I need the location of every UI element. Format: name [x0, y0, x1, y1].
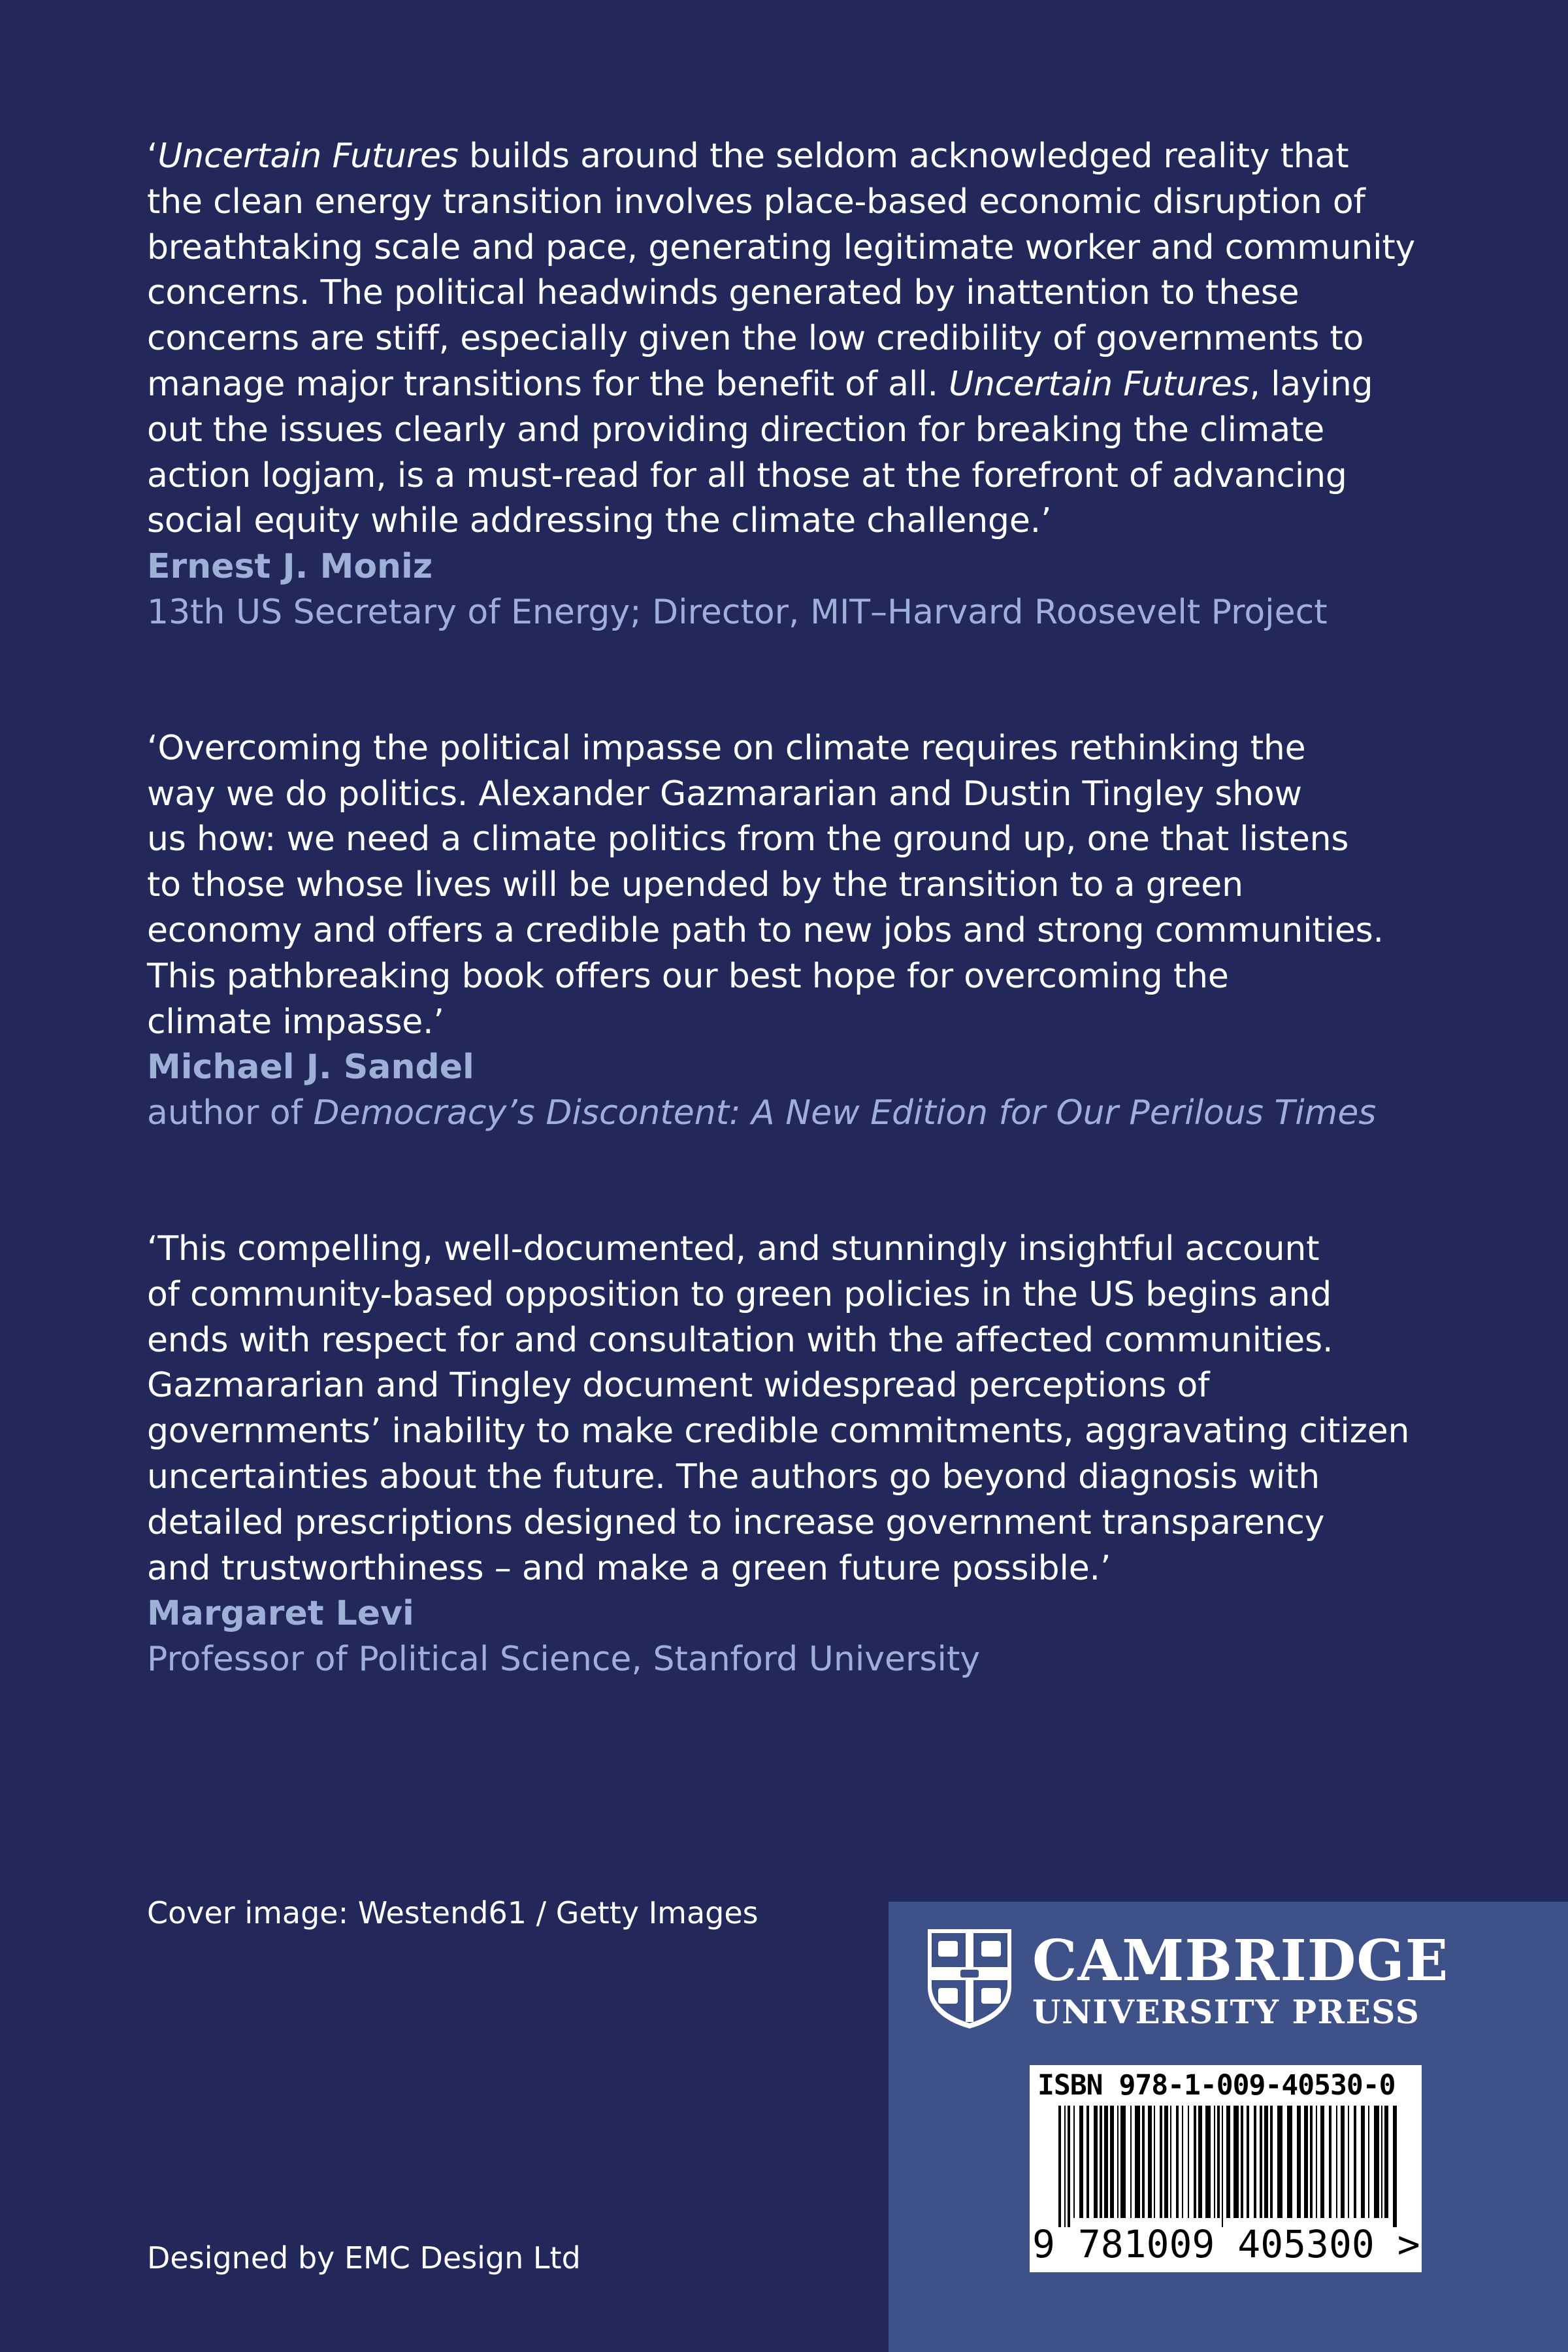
barcode-bar [1374, 2106, 1379, 2218]
barcode-bar [1222, 2106, 1223, 2227]
barcode-bar [1058, 2106, 1061, 2227]
barcode-bar [1110, 2106, 1114, 2218]
endorsement-moniz [147, 134, 1454, 636]
barcode-bar [1254, 2106, 1256, 2218]
endorsement-levi [147, 1227, 1454, 1683]
text-run: ‘This compelling, well-documented, and stunningly insightful account [147, 1229, 1320, 1268]
barcode-bar [1217, 2106, 1220, 2218]
endorser-title [147, 1091, 1454, 1136]
quote-line [147, 316, 1454, 362]
italic-text: Uncertain Futures [949, 364, 1250, 404]
barcode-bar [1079, 2106, 1083, 2218]
quote-line [147, 863, 1454, 908]
text-run: detailed prescriptions designed to increase government transparency [147, 1502, 1325, 1542]
text-run: author of [147, 1093, 314, 1133]
barcode-bar [1154, 2106, 1155, 2218]
publisher-name [1032, 1928, 1449, 2034]
text-run: to those whose lives will be upended by the transition to a green [147, 865, 1243, 905]
quote-line [147, 1227, 1454, 1272]
barcode-bar [1304, 2106, 1308, 2218]
text-run: and trustworthiness – and make a green future possible.’ [147, 1548, 1111, 1588]
barcode-bar [1260, 2106, 1262, 2218]
italic-text: Uncertain Futures [157, 137, 459, 176]
quote-line [147, 1409, 1454, 1455]
quote-line [147, 1272, 1454, 1318]
text-run: ends with respect for and consultation with the affected communities. [147, 1320, 1333, 1360]
endorsement-quote [147, 1227, 1454, 1591]
barcode-bar [1104, 2106, 1108, 2218]
publisher-panel [889, 1902, 1568, 2352]
barcode-bar [1320, 2106, 1324, 2218]
barcode-bar [1316, 2106, 1317, 2218]
barcode-bar [1336, 2106, 1337, 2218]
barcode-bar [1170, 2106, 1171, 2218]
barcode-bar [1198, 2106, 1202, 2218]
barcode-bar [1329, 2106, 1331, 2218]
quote-line [147, 454, 1454, 499]
text-run: action logjam, is a must-read for all those at the forefront of advancing [147, 455, 1347, 495]
barcode-bar [1348, 2106, 1349, 2218]
barcode-bar [1188, 2106, 1189, 2218]
barcode-bar [1368, 2106, 1369, 2218]
barcode-bar [1100, 2106, 1102, 2218]
text-run: climate impasse.’ [147, 1002, 444, 1042]
endorsement-quote [147, 726, 1454, 1046]
barcode-bar [1073, 2106, 1075, 2218]
barcode-bar [1264, 2106, 1268, 2218]
quote-line [147, 772, 1454, 818]
barcode-bar [1182, 2106, 1183, 2218]
endorser-name: Ernest J. Moniz [147, 547, 433, 587]
endorser-title [147, 1637, 1454, 1683]
barcode-bar [1247, 2106, 1249, 2218]
barcode-bar [1287, 2106, 1292, 2218]
barcode-bar [1384, 2106, 1388, 2218]
barcode-bar [1148, 2106, 1152, 2218]
text-run: ‘Overcoming the political impasse on climate requires rethinking the [147, 728, 1306, 768]
endorser-name: Margaret Levi [147, 1594, 414, 1634]
barcode-bar [1277, 2106, 1282, 2218]
barcode-bar [1381, 2106, 1382, 2218]
barcode-bar [1164, 2106, 1168, 2218]
quote-line [147, 954, 1454, 1000]
barcode-digits: 9 781009 405300 > [1032, 2222, 1420, 2266]
text-run: concerns are stiff, especially given the low credibility of governments to [147, 319, 1364, 359]
quote-line [147, 726, 1454, 772]
endorser-title [147, 590, 1454, 636]
text-run: economy and offers a credible path to new jobs and strong communities. [147, 910, 1384, 950]
text-run: builds around the seldom acknowledged reality that [458, 137, 1349, 176]
quote-line [147, 1000, 1454, 1046]
quote-line [147, 1318, 1454, 1364]
barcode-bar [1270, 2106, 1273, 2218]
barcode-bar [1341, 2106, 1345, 2218]
isbn-label: ISBN 978-1-009-40530-0 [1037, 2069, 1396, 2102]
text-run: governments’ inability to make credible commitments, aggravating citizen [147, 1412, 1410, 1451]
text-run: the clean energy transition involves place-based economic disruption of [147, 182, 1365, 222]
endorser-name: Michael J. Sandel [147, 1048, 474, 1087]
cambridge-shield-icon [925, 1927, 1014, 2030]
barcode-bar [1064, 2106, 1066, 2227]
text-run: of community-based opposition to green policies in the US begins and [147, 1274, 1332, 1314]
text-run: 13th US Secretary of Energy; Director, MIT–Harvard Roosevelt Project [147, 592, 1328, 632]
barcode-bar [1214, 2106, 1215, 2218]
barcode-bar [1135, 2106, 1140, 2218]
text-run: , laying [1249, 364, 1373, 404]
text-run: social equity while addressing the climate challenge.’ [147, 501, 1052, 541]
endorsement-sandel [147, 726, 1454, 1136]
barcode-bar [1176, 2106, 1179, 2218]
quote-line [147, 180, 1454, 225]
text-run: us how: we need a climate politics from the ground up, one that listens [147, 820, 1349, 859]
barcode-bar [1142, 2106, 1145, 2218]
quote-line [147, 908, 1454, 954]
endorsements [147, 134, 1454, 1773]
barcode-bar [1297, 2106, 1301, 2218]
text-run: uncertainties about the future. The authors go beyond diagnosis with [147, 1457, 1320, 1497]
text-run: Gazmararian and Tingley document widespread perceptions of [147, 1366, 1210, 1406]
design-credit: Designed by EMC Design Ltd [147, 2240, 581, 2276]
barcode-bar [1094, 2106, 1098, 2218]
quote-line [147, 362, 1454, 408]
barcode-bar [1086, 2106, 1089, 2218]
barcode-bar [1117, 2106, 1119, 2218]
barcode-bar [1160, 2106, 1162, 2218]
quote-line [147, 408, 1454, 454]
barcode-bar [1233, 2106, 1239, 2218]
text-run: breathtaking scale and pace, generating legitimate worker and community [147, 227, 1416, 267]
barcode-bar [1194, 2106, 1196, 2218]
barcode-bar [1226, 2106, 1230, 2218]
quote-line [147, 499, 1454, 544]
isbn-barcode [1030, 2065, 1422, 2272]
text-run: This pathbreaking book offers our best hope for overcoming the [147, 956, 1229, 996]
barcode-bar [1068, 2106, 1070, 2227]
text-run: out the issues clearly and providing direction for breaking the climate [147, 410, 1325, 450]
quote-line [147, 134, 1454, 180]
publisher-line1: CAMBRIDGE [1032, 1928, 1449, 1994]
quote-line [147, 1546, 1454, 1592]
italic-text: Democracy’s Discontent: A New Edition for Our Perilous Times [313, 1093, 1377, 1133]
quote-line [147, 1500, 1454, 1546]
quote-line [147, 1455, 1454, 1500]
quote-line [147, 271, 1454, 316]
text-run: Professor of Political Science, Stanford University [147, 1640, 981, 1680]
quote-line [147, 225, 1454, 271]
barcode-bar [1205, 2106, 1211, 2218]
barcode-bar [1361, 2106, 1365, 2218]
endorsement-quote [147, 134, 1454, 544]
barcode-bar [1393, 2106, 1397, 2227]
text-run: way we do politics. Alexander Gazmararian and Dustin Tingley show [147, 774, 1302, 814]
text-run: concerns. The political headwinds generated by inattention to these [147, 273, 1299, 313]
quote-line [147, 817, 1454, 863]
barcode-bar [1241, 2106, 1243, 2218]
barcode-bar [1130, 2106, 1132, 2218]
barcode-bar [1120, 2106, 1126, 2218]
publisher-line2: UNIVERSITY PRESS [1032, 1993, 1420, 2031]
text-run: manage major transitions for the benefit of all. [147, 364, 949, 404]
quote-line [147, 1363, 1454, 1409]
barcode-bar [1354, 2106, 1356, 2218]
cover-image-credit: Cover image: Westend61 / Getty Images [147, 1895, 759, 1930]
barcode-bar [1310, 2106, 1313, 2218]
text-run: ‘ [147, 137, 158, 176]
